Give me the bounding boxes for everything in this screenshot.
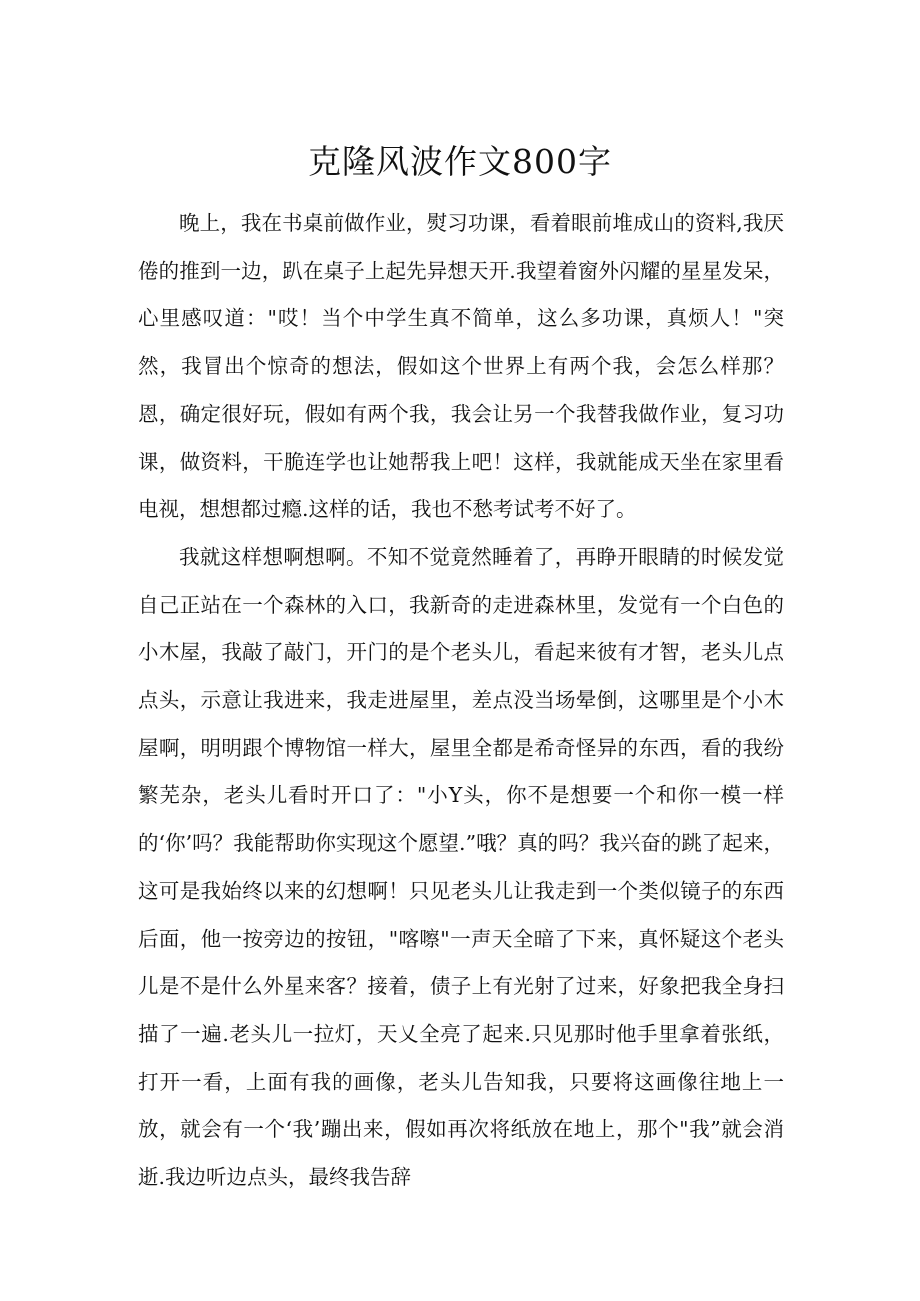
document-title: 克隆风波作文800字 [308, 142, 612, 181]
paragraph-1: 晚上，我在书桌前做作业，熨习功课，看着眼前堆成山的资料,我厌倦的推到一边，趴在桌子上起先异想天开.我望着窗外闪耀的星星发呆，心里感叹道："哎！当个中学生真不简单，这么多功课，真烦人！"突然，我冒出个惊奇的想法，假如这个世界上有两个我，会怎么样那？恩，确定很好玩，假如有两个我，我会让另一个我替我做作业，复习功课，做资料，干脆连学也让她帮我上吧！这样，我就能成天坐在家里看电视，想想都过瘾.这样的话，我也不愁考试考不好了。 [138, 211, 784, 522]
document-body [138, 200, 784, 1202]
paragraph-2: 我就这样想啊想啊。不知不觉竟然睡着了，再睁开眼睛的时候发觉自己正站在一个森林的入口，我新奇的走进森林里，发觉有一个白色的小木屋，我敲了敲门，开门的是个老头儿，看起来彼有才智，老头儿点点头，示意让我进来，我走进屋里，差点没当场晕倒，这哪里是个小木屋啊，明明跟个博物馆一样大，屋里全都是希奇怪异的东西，看的我纷繁芜杂，老头儿看时开口了："小Y头，你不是想要一个和你一模一样的‘你’吗？我能帮助你实现这个愿望.”哦？真的吗？我兴奋的跳了起来，这可是我始终以来的幻想啊！只见老头儿让我走到一个类似镜子的东西后面，他一按旁边的按钮，"喀嚓"一声天全暗了下来，真怀疑这个老头儿是不是什么外星来客？接着，债子上有光射了过来，好象把我全身扫描了一遍.老头儿一拉灯，天乂全亮了起来.只见那时他手里拿着张纸，打开一看，上面有我的画像，老头儿告知我，只要将这画像往地上一放，就会有一个‘我’蹦出来，假如再次将纸放在地上，那个"我”就会消逝.我边听边点头，最终我告辞 [138, 544, 784, 1190]
